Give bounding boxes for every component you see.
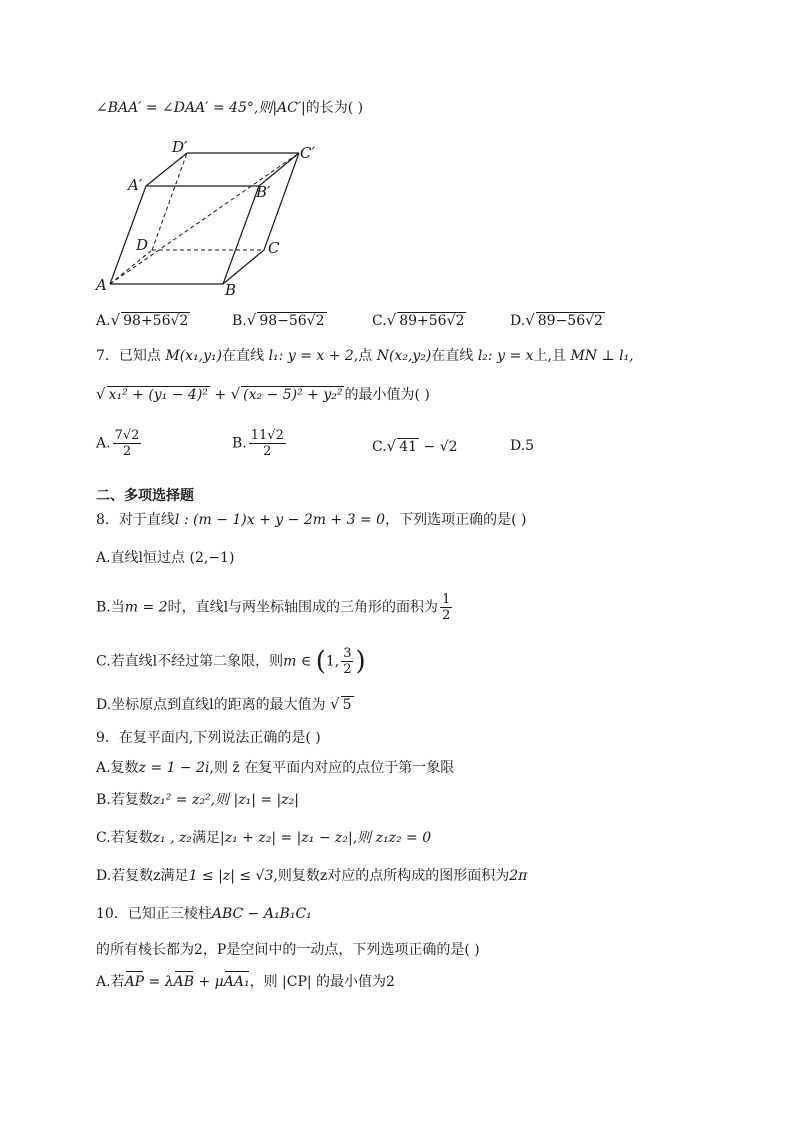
diagonal-A-Cp bbox=[110, 153, 299, 284]
q6-angle-condition: ∠BAA′ = ∠DAA′ = 45°,则 bbox=[96, 100, 273, 116]
option-letter: B. bbox=[232, 435, 247, 452]
option-text: C.若直线l不经过第二象限，则 bbox=[96, 653, 284, 670]
option-radicand: 41 bbox=[399, 439, 418, 455]
option-radicand: 98−56√2 bbox=[259, 313, 325, 329]
parallelepiped-figure bbox=[92, 134, 332, 300]
label-A: A bbox=[96, 276, 107, 294]
option-letter: C. bbox=[372, 313, 387, 329]
option-letter: B. bbox=[232, 313, 247, 329]
frac-numerator: 7√2 bbox=[114, 428, 140, 443]
q6-option-d[interactable]: D.√ 89−56√2 bbox=[510, 311, 603, 329]
option-letter: A. bbox=[96, 313, 111, 329]
option-math: m ∈ bbox=[283, 653, 312, 670]
label-Dp: D′ bbox=[172, 138, 188, 156]
q7-text: 已知点 bbox=[118, 348, 161, 364]
label-B: B bbox=[225, 281, 237, 299]
q7-option-a[interactable] bbox=[96, 428, 143, 459]
option-letter: C. bbox=[372, 439, 387, 455]
frac-numerator: 1 bbox=[442, 592, 451, 607]
q9-option-c[interactable] bbox=[96, 828, 431, 848]
label-D: D bbox=[136, 236, 149, 254]
q6-option-c[interactable]: C.√ 89+56√2 bbox=[372, 311, 465, 329]
option-text: 满足 bbox=[192, 830, 220, 846]
label-Cp: C′ bbox=[300, 144, 315, 162]
q7-point-m: M(x₁,y₁) bbox=[165, 348, 223, 364]
option-math: |z₁ + z₂| = |z₁ − z₂| bbox=[220, 830, 353, 846]
q6-abs-left: | bbox=[272, 100, 278, 116]
q6-abs-content: AC′ bbox=[277, 100, 302, 116]
frac-denominator: 2 bbox=[442, 608, 451, 623]
option-text: C.若复数 bbox=[96, 830, 153, 846]
q7-text: 在直线 bbox=[431, 348, 474, 364]
option-text: A.若 bbox=[96, 974, 125, 990]
q10-prism-name: ABC − A₁B₁C₁ bbox=[211, 906, 312, 922]
option-math: 2π bbox=[509, 868, 528, 884]
q6-continuation bbox=[96, 98, 363, 118]
option-math: m = 2 bbox=[124, 599, 168, 616]
vector-aa1: AA₁ bbox=[224, 970, 250, 992]
option-text: B.若复数 bbox=[96, 792, 153, 808]
option-math: z₁² = z₂² bbox=[152, 792, 211, 808]
q7-sqrt-expr1: x₁² + (y₁ − 4)² bbox=[108, 387, 208, 403]
label-C: C bbox=[268, 239, 280, 257]
q6-abs-right: | bbox=[301, 100, 306, 116]
q8-option-c[interactable]: C.若直线l不经过第二象限，则m ∈ (1, $\frac{3}{2}$ ) bbox=[96, 646, 366, 677]
q7-option-d[interactable] bbox=[510, 436, 534, 456]
q6-question-tail: 的长为( ) bbox=[305, 100, 364, 116]
q7-question-tail: 的最小值为( ) bbox=[344, 387, 430, 403]
option-text: ,则 z₁z₂ = 0 bbox=[352, 830, 432, 846]
option-math: + μ bbox=[194, 974, 224, 990]
option-radicand: 89+56√2 bbox=[399, 313, 465, 329]
q9-option-b[interactable] bbox=[96, 790, 299, 810]
q7-stem-line1 bbox=[96, 346, 634, 366]
option-text: D.5 bbox=[510, 438, 535, 454]
option-radicand: 98+56√2 bbox=[123, 313, 189, 329]
option-text: B.当 bbox=[96, 599, 125, 616]
option-text: ，则 |CP| 的最小值为2 bbox=[249, 974, 395, 990]
option-math: 1 ≤ |z| ≤ √3 bbox=[188, 868, 274, 884]
q7-line-l2: l₂: y = x bbox=[477, 348, 534, 364]
frac-denominator: 2 bbox=[343, 662, 352, 677]
q7-text: ,点 bbox=[353, 348, 373, 364]
option-text: 时，直线l与两坐标轴围成的三角形的面积为 bbox=[167, 599, 439, 616]
q7-point-n: N(x₂,y₂) bbox=[376, 348, 432, 364]
q8-stem-tail: ，下列选项正确的是( ) bbox=[385, 512, 527, 528]
option-letter: D. bbox=[510, 313, 526, 329]
q7-line-l1: l₁: y = x + 2 bbox=[268, 348, 354, 364]
q7-perp-condition: MN ⊥ l₁, bbox=[570, 348, 634, 364]
option-text: ,则 z̄ 在复平面内对应的点位于第一象限 bbox=[209, 760, 455, 776]
q6-option-a[interactable]: A.√ 98+56√2 bbox=[96, 311, 189, 329]
q8-stem bbox=[96, 510, 526, 530]
q10-stem-line2: 的所有棱长都为2，P是空间中的一动点，下列选项正确的是( ) bbox=[96, 942, 480, 958]
option-radicand: 5 bbox=[342, 697, 352, 713]
q7-option-b[interactable] bbox=[232, 428, 288, 459]
option-math: z₁ , z₂ bbox=[152, 830, 192, 846]
q7-stem-line2: √ x₁² + (y₁ − 4)² + √ (x₂ − 5)² + y₂² 的最小值为( ) bbox=[96, 385, 430, 403]
q7-text: 上,且 bbox=[533, 348, 566, 364]
q10-stem-line1 bbox=[96, 904, 312, 924]
q7-option-c[interactable]: C.√ 41 − √2 bbox=[372, 437, 458, 455]
q7-number: 7． bbox=[96, 348, 119, 364]
frac-numerator: 11√2 bbox=[250, 428, 284, 443]
option-math: = λ bbox=[144, 974, 174, 990]
q8-option-d[interactable]: D.坐标原点到直线l的距离的最大值为 √ 5 bbox=[96, 695, 352, 713]
q9-stem: 9．在复平面内,下列说法正确的是( ) bbox=[96, 730, 321, 746]
q10-number: 10．已知正三棱柱 bbox=[96, 906, 212, 922]
q10-option-a[interactable] bbox=[96, 970, 395, 992]
option-text: D.坐标原点到直线l的距离的最大值为 bbox=[96, 697, 326, 713]
option-math: z = 1 − 2i bbox=[138, 760, 210, 776]
q8-line-equation: l : (m − 1)x + y − 2m + 3 = 0 bbox=[174, 512, 386, 528]
option-text: ,则复数z对应的点所构成的图形面积为 bbox=[273, 868, 510, 884]
vector-ab: AB bbox=[174, 970, 194, 992]
q8-number: 8．对于直线 bbox=[96, 512, 175, 528]
option-letter: A. bbox=[96, 435, 111, 452]
q8-option-b[interactable] bbox=[96, 592, 454, 623]
q9-option-a[interactable] bbox=[96, 758, 454, 778]
frac-denominator: 2 bbox=[263, 444, 272, 459]
q7-text: 在直线 bbox=[222, 348, 265, 364]
section-heading: 二、多项选择题 bbox=[96, 488, 194, 504]
option-rest: − √2 bbox=[419, 439, 458, 455]
q9-option-d[interactable] bbox=[96, 866, 527, 886]
interval-left: 1, bbox=[325, 653, 340, 670]
frac-denominator: 2 bbox=[122, 444, 132, 459]
q8-option-a[interactable]: A.直线l恒过点 (2,−1) bbox=[96, 550, 235, 566]
option-text: A.复数 bbox=[96, 760, 139, 776]
label-Bp: B′ bbox=[256, 183, 271, 201]
option-radicand: 89−56√2 bbox=[537, 313, 603, 329]
option-text: ,则 |z₁| = |z₂| bbox=[210, 792, 299, 808]
q6-option-b[interactable]: B.√ 98−56√2 bbox=[232, 311, 325, 329]
option-text: D.若复数z满足 bbox=[96, 868, 189, 884]
vector-ap: AP bbox=[125, 970, 145, 992]
q7-sqrt-expr2: (x₂ − 5)² + y₂² bbox=[243, 387, 343, 403]
frac-numerator: 3 bbox=[343, 646, 352, 661]
label-Ap: A′ bbox=[128, 176, 143, 194]
